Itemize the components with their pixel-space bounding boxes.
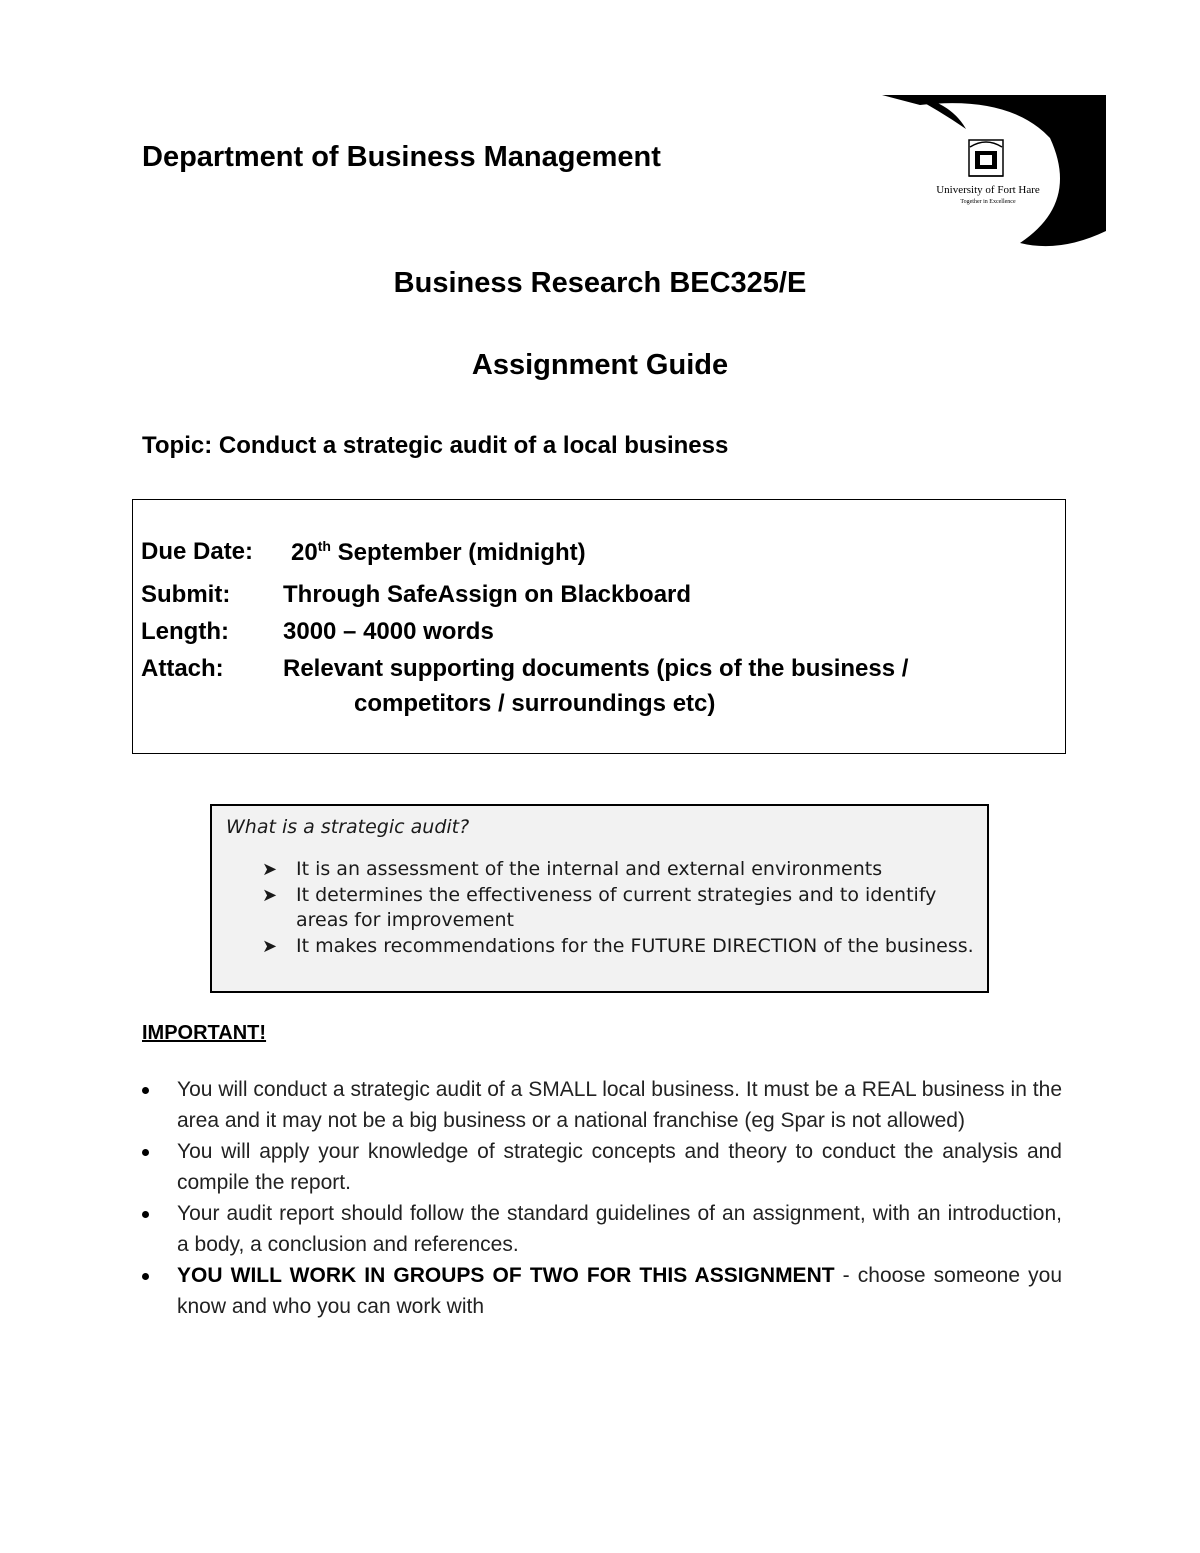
list-item: You will apply your knowledge of strategic concepts and theory to conduct the analysis and compile the report.	[142, 1136, 1062, 1198]
document-title: Assignment Guide	[471, 349, 729, 381]
list-item: ➤ It makes recommendations for the FUTURE DIRECTION of the business.	[260, 934, 975, 960]
bullet-dot-icon	[142, 1211, 149, 1218]
submit-value: Through SafeAssign on Blackboard	[283, 581, 692, 608]
arrow-bullet-icon: ➤	[262, 884, 278, 906]
bullet-dot-icon	[142, 1149, 149, 1156]
due-date-label: Due Date:	[141, 538, 254, 565]
list-item: YOU WILL WORK IN GROUPS OF TWO FOR THIS ASSIGNMENT - choose someone you know and who you can work with	[142, 1260, 1062, 1322]
logo-swoosh-graphic	[880, 93, 1106, 248]
strategic-audit-question: What is a strategic audit?	[226, 816, 470, 838]
arrow-bullet-icon: ➤	[262, 859, 278, 880]
university-crest-icon	[969, 140, 1003, 176]
submit-label: Submit:	[141, 581, 231, 608]
important-list	[142, 1074, 1062, 1322]
university-logo	[880, 93, 1106, 248]
important-heading: IMPORTANT!	[142, 1022, 267, 1044]
university-motto: Together in Excellence	[960, 199, 1016, 205]
university-name: University of Fort Hare	[936, 184, 1040, 196]
list-item: Your audit report should follow the standard guidelines of an assignment, with an introduction, a body, a conclusion and references.	[142, 1198, 1062, 1260]
strategic-audit-list	[260, 857, 975, 959]
attach-value-line2: competitors / surroundings etc)	[354, 690, 716, 717]
department-heading: Department of Business Management	[142, 141, 661, 173]
assignment-topic: Topic: Conduct a strategic audit of a local business	[142, 432, 729, 459]
strategic-audit-callout	[210, 804, 989, 993]
attach-label: Attach:	[141, 655, 224, 682]
assignment-details-box	[132, 499, 1066, 754]
arrow-bullet-icon: ➤	[262, 935, 278, 957]
bullet-dot-icon	[142, 1273, 149, 1280]
attach-value-line1: Relevant supporting documents (pics of the business /	[283, 655, 909, 682]
due-date-value: 20th September (midnight)	[291, 538, 586, 566]
course-title: Business Research BEC325/E	[393, 267, 807, 299]
list-item: You will conduct a strategic audit of a SMALL local business. It must be a REAL business in the area and it may not be a big business or a national franchise (eg Spar is not allowed)	[142, 1074, 1062, 1136]
length-label: Length:	[141, 618, 229, 645]
length-value: 3000 – 4000 words	[283, 618, 494, 645]
list-item: ➤ It determines the effectiveness of current strategies and to identify areas for improvement	[262, 883, 937, 931]
list-item: ➤ It is an assessment of the internal and external environments	[260, 857, 975, 883]
bullet-dot-icon	[142, 1087, 149, 1094]
